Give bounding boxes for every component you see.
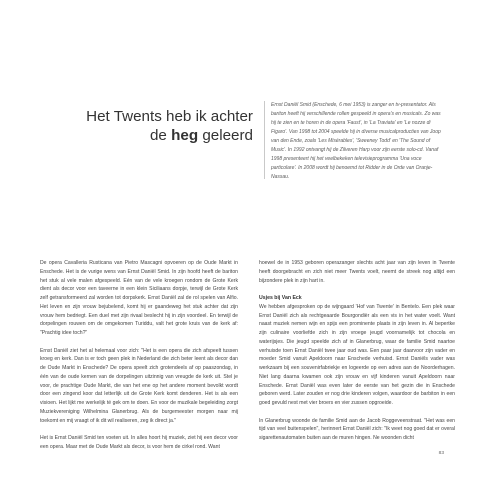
article-title xyxy=(60,107,253,145)
right-paragraph-2: We hebben afgesproken op de wijngaard 'Hof van Twente' in Bentelo. Een plek waar Ernst Daniël zich als rechtgeaarde Bourgondiër als een vis in het water voelt. Want naast muziek nemen wijn en spijs een prominente plaats in zijn leven in. Al bepertke zijn culinaire voorliefde zich in zijn vroege jeugd voornamelijk tot chocola en waterijsjes. Die jeugd speelde zich af in Glanerbrug, waar de familie Smid naartoe verhuisde toen Ernst Daniël twee jaar oud was. Een paar jaar daarvoor zijn vader en moeder Smid vanuit Apeldoorn naar Enschede verhuisd. Ernst Daniëls vader was werkzaam bij een souvenirfabriekje en logeerde op een adres aan de Noorderhagen. Niet lang daarna kwamen ook zijn vrouw en vijf kinderen vanuit Apeldoorn naar Enschede. Ernst Daniël was even later de eerste van het gezin die in Enschede geboren werd. Later zouden er nog drie kinderen volgen, waardoor de barbiton in een goed gevuld nest met vier broers en vier zussen opgroeide. xyxy=(259,303,455,406)
title-line-2 xyxy=(60,126,253,145)
intro-paragraph: Ernst Daniël Smid (Enschede, 6 mei 1953) is zanger en tv-presentator. Als bariton heeft hij verschillende rollen gespeeld in opera's en musicals. Zo was hij te zien en te horen in de opera 'Faust', in 'La Traviata' en 'Le nozze di Figaro'. Van 1998 tot 2004 speelde hij in diverse musicalproducties van Joop van den Ende, zoals 'Les Misérables', 'Sweeney Todd' en 'The Sound of Music'. In 1992 ontvangt hij de Zilveren Harp voor zijn eerste solo-cd. Vanaf 1998 presenteert hij het veelbekeken televisieprogramma 'Una voce particolare'. In 2008 wordt hij benoemd tot Ridder in de Orde van Oranje-Nassau. xyxy=(271,102,441,181)
title-line-2-post: geleerd xyxy=(198,127,253,144)
section-heading: Usjes bij Van Eck xyxy=(259,295,302,301)
page-number: 83 xyxy=(438,451,444,456)
title-line-2-bold: heg xyxy=(171,127,199,144)
left-column xyxy=(40,259,238,460)
intro-divider xyxy=(264,101,265,179)
right-paragraph-3: In Glanerbrug woonde de familie Smid aan de Jacob Roggeveenstraat. "Het was een tijd van veel buitenspelen", herinnert Ernst Daniël zich: "Ik weet nog goed dat er overal sigarettenautomaten buiten aan de muren hingen. Ne woonden dicht xyxy=(259,417,455,441)
right-paragraph-1: hoewel de in 1953 geboren operazanger slechts acht jaar van zijn leven in Twente heeft doorgebracht en zich niet meer Twents voelt, neemt de streek nog altijd een bijzondere plek in zijn hart in. xyxy=(259,260,455,284)
left-paragraph-2: Ernst Daniël ziet het al helemaal voor zich: "Het is een opera die zich afspeelt tussen kroeg en kerk. Dan is er toch geen plek in Nederland die zich beter leent als decor dan de Oude Markt in Enschede? De opera speelt zich grotendeels af op paaszondag, in één van de oude kernen van de dorpelingen uitzinnig van vreugde de kerk uit. Stel je voor, de prachtige Oude Markt, die van het ene op het andere moment bevolkt wordt door een zingend koor dat letterlijk uit de Grote Kerk komt denderen. Het is als een visioen. Het lijkt me werkelijk té gek om te doen. En voor de muzikale begeleiding zorgt Muziekvereniging Wilhelmina Glanerbrug. Als de burgemeester morgen naar mij toekomt en mij vraagt of ik dit wil realiseren, zeg ik direct ja." xyxy=(40,347,238,424)
right-column xyxy=(259,259,455,452)
left-paragraph-3: Het is Ernst Daniël Smid ten voeten uit. In alles hoort hij muziek, ziet hij een decor voor een opera. Maar met de Oude Markt als decor, is voor hem de cirkel rond. Want xyxy=(40,435,238,450)
title-line-1: Het Twents heb ik achter xyxy=(86,108,253,125)
left-paragraph-1: De opera Cavalleria Rusticana van Pietro Mascagni opvoeren op de Oude Markt in Enschede. Het is de vurige wens van Ernst Daniël Smid. In zijn hoofd heeft de bariton het stuk al vele malen afgespeeld. Eén van de vele kroegen rondom de Grote Kerk dient als decor voor een taveerne in een klein Siciliaans dorpje, terwijl de Grote Kerk zelf getransformeerd zal worden tot dorpskerk. Ernst Daniël zal de rol spelen van Alfio. Het leven en zijn vrouw bejubelend, komt hij er gaandeweg het stuk achter dat zijn vrouw hem bedriegt. Een duel met zijn rivaal beslecht hij in zijn voordeel. En terwijl de dorpelingen rouwen om de omgekomen Turiddu, valt het grote kruis van de kerk af: "Prachtig idee toch?" xyxy=(40,260,238,336)
title-line-2-pre: de xyxy=(149,127,172,144)
